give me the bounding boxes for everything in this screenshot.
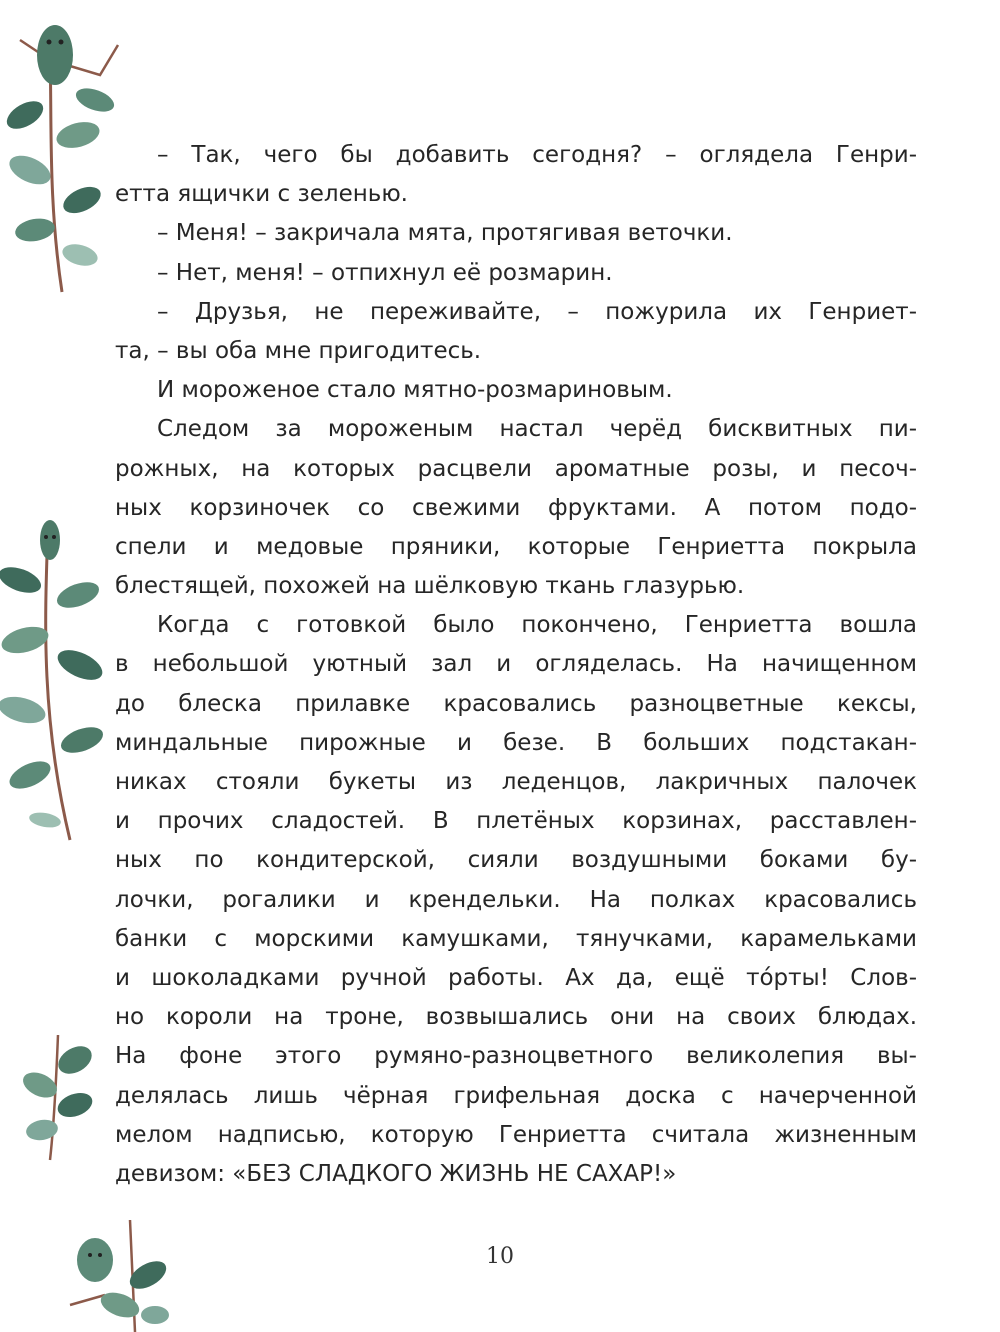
text-line: етта ящички с зеленью. bbox=[115, 181, 408, 208]
mint-leaves-lower-icon bbox=[20, 1025, 100, 1165]
text-line: – Меня! – закричала мята, протягивая веточки. bbox=[157, 220, 733, 247]
text-line: спели и медовые пряники, которые Генриетта покрыла bbox=[115, 533, 917, 560]
paragraph bbox=[115, 410, 917, 606]
paragraph bbox=[115, 293, 917, 371]
text-line: ных по кондитерской, сияли воздушными боками бу- bbox=[115, 847, 917, 874]
text-line: блестящей, похожей на шёлковую ткань глазурью. bbox=[115, 573, 745, 600]
paragraph bbox=[115, 136, 917, 214]
paragraph bbox=[115, 254, 917, 293]
text-line: рожных, на которых расцвели ароматные розы, и песоч- bbox=[115, 455, 917, 482]
text-line: никах стояли букеты из леденцов, лакричных палочек bbox=[115, 769, 917, 795]
text-line: На фоне этого румяно-разноцветного великолепия вы- bbox=[115, 1043, 917, 1070]
text-line: И мороженое стало мятно-розмариновым. bbox=[157, 377, 673, 404]
text-line: миндальные пирожные и безе. В больших подстакан- bbox=[115, 729, 917, 756]
text-line: – Нет, меня! – отпихнул её розмарин. bbox=[157, 259, 613, 286]
paragraph bbox=[115, 606, 917, 1194]
text-line: лочки, рогалики и крендельки. На полках красовались bbox=[115, 886, 917, 913]
text-line: – Друзья, не переживайте, – пожурила их Генриет- bbox=[157, 298, 917, 325]
text-line: и шоколадками ручной работы. Ах да, ещё тóрты! Слов- bbox=[115, 964, 917, 991]
page-number: 10 bbox=[486, 1244, 514, 1269]
text-line: но короли на троне, возвышались они на своих блюдах. bbox=[115, 1004, 917, 1031]
text-line: Когда с готовкой было покончено, Генриетта вошла bbox=[157, 612, 917, 639]
text-line: и прочих сладостей. В плетёных корзинах, расставлен- bbox=[115, 808, 917, 835]
text-line: Следом за мороженым настал черёд бисквитных пи- bbox=[157, 416, 917, 443]
text-line: до блеска прилавке красовались разноцветные кексы, bbox=[115, 690, 917, 717]
text-line: делялась лишь чёрная грифельная доска с начерченной bbox=[115, 1082, 917, 1109]
paragraph bbox=[115, 214, 917, 253]
story-text bbox=[115, 136, 917, 1194]
mint-sprig-bottom-icon bbox=[50, 1215, 170, 1332]
text-line: в небольшой уютный зал и огляделась. На начищенном bbox=[115, 651, 917, 678]
paragraph bbox=[115, 371, 917, 410]
text-line: мелом надписью, которую Генриетта считала жизненным bbox=[115, 1121, 917, 1148]
text-line: ных корзиночек со свежими фруктами. А потом подо- bbox=[115, 494, 917, 521]
text-line: девизом: «БЕЗ СЛАДКОГО ЖИЗНЬ НЕ САХАР!» bbox=[115, 1160, 677, 1187]
text-line: – Так, чего бы добавить сегодня? – оглядела Генри- bbox=[157, 142, 917, 168]
text-line: та, – вы оба мне пригодитесь. bbox=[115, 337, 482, 364]
text-line: банки с морскими камушками, тянучками, карамельками bbox=[115, 925, 917, 952]
mint-branch-middle-icon bbox=[0, 515, 110, 845]
